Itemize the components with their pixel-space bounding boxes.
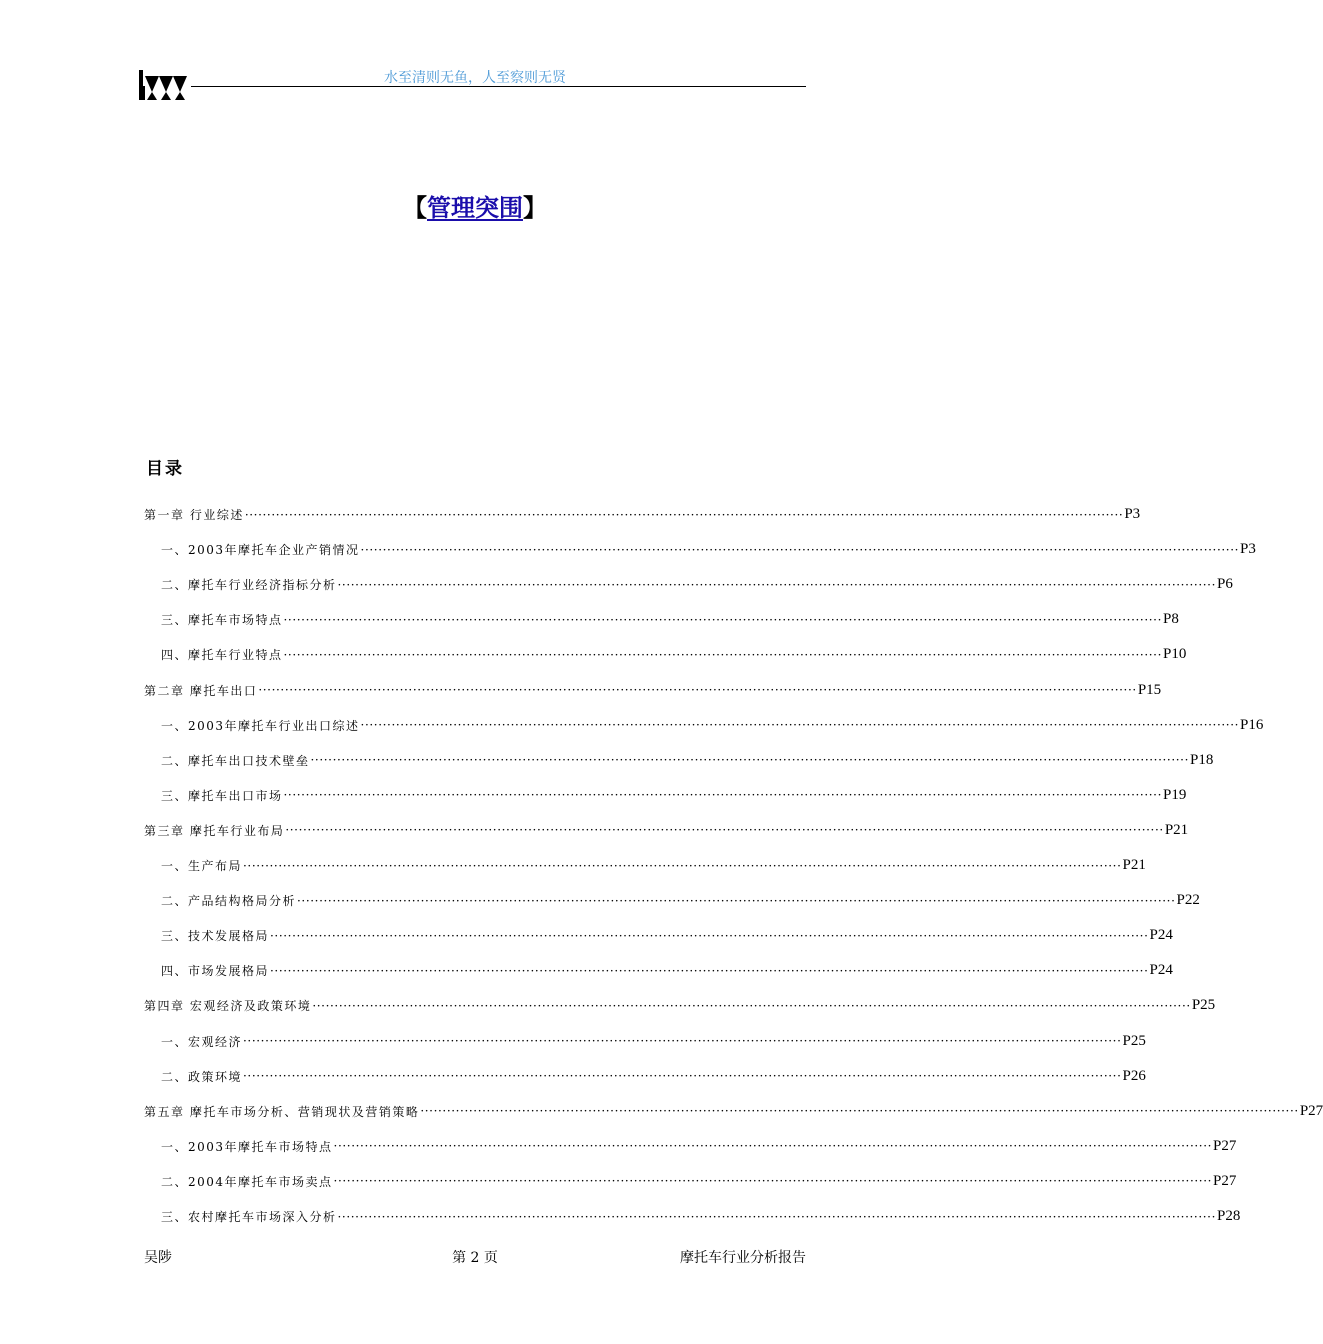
toc-entry-label: 第三章 摩托车行业布局 [144,823,285,838]
toc-leader-dots: ······································································································································································································· [283,647,1162,662]
toc-entry-label: 第五章 摩托车市场分析、营销现状及营销策略 [144,1104,420,1119]
toc-entry-page: P21 [1122,857,1146,873]
toc-leader-dots: ······································································································································································································· [337,577,1216,592]
toc-entry-label: 四、摩托车行业特点 [161,648,283,663]
title-link[interactable]: 管理突围 [427,193,523,222]
toc-entry-label: 二、政策环境 [161,1069,243,1084]
toc-entry-label: 第二章 摩托车出口 [144,683,258,698]
toc-entry-page: P24 [1149,927,1173,944]
toc-entry-label: 一、生产布局 [161,859,243,873]
toc-leader-dots: ······································································································································································································· [333,1174,1213,1189]
toc-entry[interactable] [161,532,1256,567]
toc-entry[interactable] [161,602,1179,637]
footer-author: 吴陟 [144,1250,172,1266]
toc-entry[interactable] [144,988,1216,1023]
toc-entry[interactable] [161,637,1187,672]
toc-entry[interactable] [161,1199,1241,1234]
toc-leader-dots: ······································································································································································································· [243,1034,1122,1048]
toc-entry-label: 一、2003年摩托车行业出口综述 [161,718,360,733]
title-bracket-right: 】 [523,193,547,222]
toc-entry[interactable] [161,918,1173,953]
toc-entry-page: P22 [1176,892,1200,909]
toc-entry-page: P6 [1217,576,1233,593]
toc-entry-page: P16 [1240,716,1264,733]
toc-entry[interactable] [144,673,1162,708]
toc-entry-page: P3 [1124,506,1141,522]
toc-leader-dots: ······································································································································································································· [310,753,1189,768]
toc-entry-page: P8 [1163,611,1179,628]
toc-leader-dots: ······································································································································································································· [312,998,1191,1013]
toc-entry-page: P15 [1137,681,1162,698]
toc-entry-page: P18 [1190,751,1214,768]
toc-entry-page: P27 [1213,1137,1237,1154]
toc-heading: 目录 [146,459,184,479]
footer-page-number: 第 2 页 [452,1250,498,1266]
toc-entry[interactable] [161,743,1214,778]
header-motto: 水至清则无鱼，人至察则无贤 [384,70,566,86]
toc-leader-dots: ······································································································································································································· [333,1139,1213,1154]
toc-leader-dots: ······································································································································································································· [283,612,1162,627]
toc-leader-dots: ······································································································································································································· [337,1209,1216,1224]
toc-entry-page: P26 [1122,1067,1146,1084]
toc-entry-label: 三、农村摩托车市场深入分析 [161,1210,337,1224]
toc-entry[interactable] [161,1164,1237,1199]
toc-entry[interactable] [161,883,1200,918]
document-title [0,188,950,223]
toc-entry[interactable] [161,567,1233,602]
toc-leader-dots: ······································································································································································································· [420,1104,1299,1119]
toc-leader-dots: ······································································································································································································· [244,507,1124,522]
toc-entry-page: P25 [1122,1032,1146,1049]
toc-entry-page: P27 [1299,1102,1323,1119]
toc-entry[interactable] [161,953,1173,988]
title-bracket-left: 【 [403,193,427,222]
toc-entry-label: 二、产品结构格局分析 [161,894,297,909]
toc-entry-label: 三、摩托车市场特点 [161,613,283,628]
toc-leader-dots: ······································································································································································································· [270,928,1149,943]
toc-entry-label: 二、2004年摩托车市场卖点 [161,1174,333,1189]
toc-entry-page: P28 [1217,1208,1241,1224]
toc-entry-label: 二、摩托车行业经济指标分析 [161,578,337,593]
toc-leader-dots: ······································································································································································································· [258,683,1137,697]
toc-entry[interactable] [161,1129,1237,1164]
toc-leader-dots: ······································································································································································································· [360,542,1240,557]
toc-leader-dots: ······································································································································································································· [243,1069,1122,1084]
toc-entry[interactable] [161,848,1146,883]
toc-entry-label: 一、2003年摩托车市场特点 [161,1139,333,1154]
toc-entry-label: 一、2003年摩托车企业产销情况 [161,543,360,558]
toc-entry-page: P19 [1163,786,1187,803]
toc-entry[interactable] [144,1094,1323,1129]
toc-entry-page: P25 [1191,997,1216,1014]
company-logo-icon [139,70,191,100]
toc-entry-label: 第四章 宏观经济及政策环境 [144,999,312,1014]
toc-entry[interactable] [161,1059,1146,1094]
footer-doc-title: 摩托车行业分析报告 [680,1250,806,1266]
toc-entry-page: P10 [1163,646,1187,663]
toc-entry-page: P3 [1240,541,1256,558]
toc-entry[interactable] [144,813,1189,848]
toc-entry-label: 二、摩托车出口技术壁垒 [161,753,310,768]
toc-entry[interactable] [161,1024,1146,1059]
toc-leader-dots: ······································································································································································································· [297,893,1176,908]
toc-entry[interactable] [144,497,1141,532]
toc-entry-label: 三、技术发展格局 [161,929,270,944]
toc-entry-label: 第一章 行业综述 [144,508,244,522]
toc-entry-page: P24 [1149,962,1173,979]
toc-leader-dots: ······································································································································································································· [243,858,1122,873]
toc-entry-label: 四、市场发展格局 [161,964,270,979]
toc-leader-dots: ······································································································································································································· [270,963,1149,978]
toc-leader-dots: ······································································································································································································· [283,788,1162,803]
toc-entry-page: P27 [1213,1172,1237,1189]
toc-leader-dots: ······································································································································································································· [285,823,1164,838]
toc-leader-dots: ······································································································································································································· [360,718,1240,733]
header-divider [191,86,806,87]
toc-entry[interactable] [161,708,1264,743]
toc-entry-label: 一、宏观经济 [161,1034,243,1049]
toc-entry-label: 三、摩托车出口市场 [161,788,283,803]
toc-entry-page: P21 [1164,821,1189,838]
toc-entry[interactable] [161,778,1187,813]
